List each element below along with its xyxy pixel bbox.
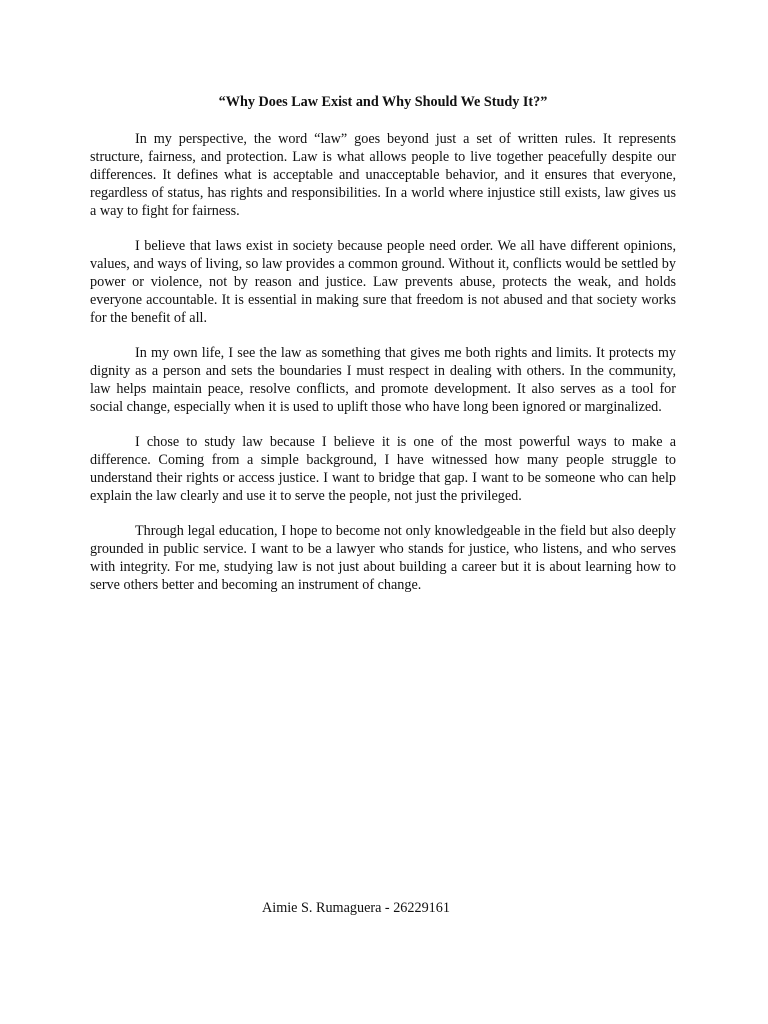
author-signature: Aimie S. Rumaguera - 26229161 xyxy=(262,900,450,916)
essay-title: “Why Does Law Exist and Why Should We Study It?” xyxy=(218,94,548,110)
essay-paragraph-3: In my own life, I see the law as something that gives me both rights and limits. It protects my dignity as a person and sets the boundaries I must respect in dealing with others. In the community, law helps maintain peace, resolve conflicts, and promote development. It also serves as a tool for social change, especially when it is used to uplift those who have long been ignored or marginalized. xyxy=(90,345,676,415)
essay-body xyxy=(90,131,676,612)
essay-paragraph-4: I chose to study law because I believe it is one of the most powerful ways to make a difference. Coming from a simple background, I have witnessed how many people struggle to understand their rights or access justice. I want to bridge that gap. I want to be someone who can help explain the law clearly and use it to serve the people, not just the privileged. xyxy=(90,434,676,504)
essay-paragraph-2: I believe that laws exist in society because people need order. We all have different opinions, values, and ways of living, so law provides a common ground. Without it, conflicts would be settled by power or violence, not by reason and justice. Law prevents abuse, protects the weak, and holds everyone accountable. It is essential in making sure that freedom is not abused and that society works for the benefit of all. xyxy=(90,238,676,326)
essay-paragraph-1: In my perspective, the word “law” goes beyond just a set of written rules. It represents structure, fairness, and protection. Law is what allows people to live together peacefully despite our differences. It defines what is acceptable and unacceptable behavior, and it ensures that everyone, regardless of status, has rights and responsibilities. In a world where injustice still exists, law gives us a way to fight for fairness. xyxy=(90,131,676,219)
essay-paragraph-5: Through legal education, I hope to become not only knowledgeable in the field but also deeply grounded in public service. I want to be a lawyer who stands for justice, who listens, and who serves with integrity. For me, studying law is not just about building a career but it is about learning how to serve others better and becoming an instrument of change. xyxy=(90,523,676,594)
